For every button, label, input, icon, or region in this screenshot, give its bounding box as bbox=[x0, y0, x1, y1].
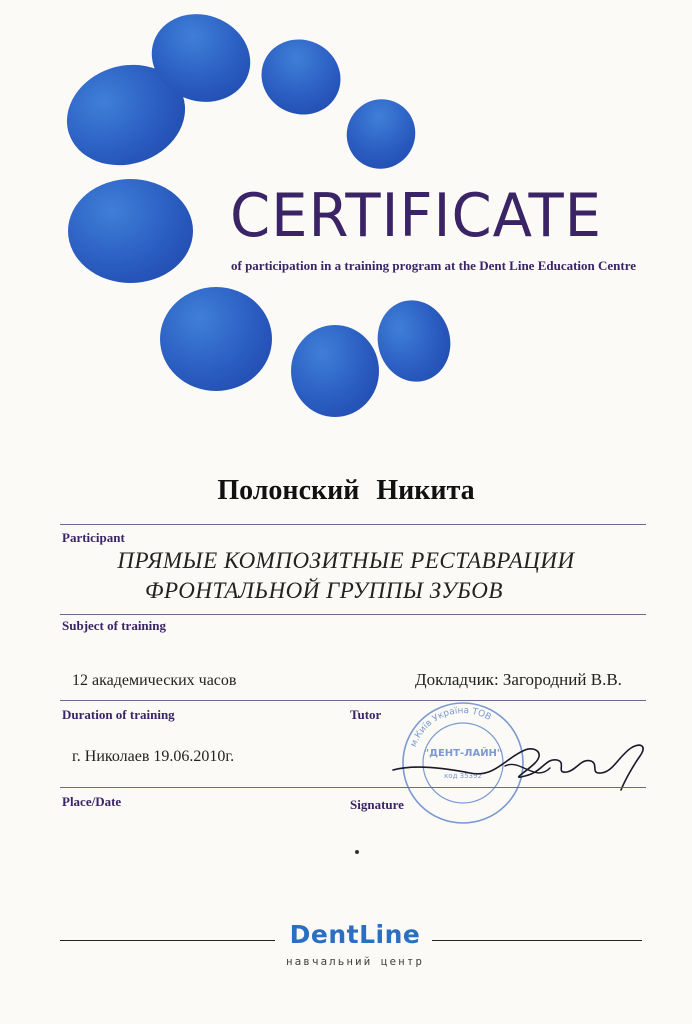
signature-label: Signature bbox=[350, 797, 404, 812]
decorative-dot bbox=[291, 325, 379, 417]
duration-value: 12 академических часов bbox=[72, 672, 237, 689]
divider bbox=[60, 787, 646, 788]
decorative-dot bbox=[68, 179, 193, 283]
decorative-dot bbox=[160, 287, 272, 391]
certificate-subtitle: of participation in a training program at the Dent Line Education Centre bbox=[231, 258, 637, 273]
place-date-value: г. Николаев 19.06.2010г. bbox=[72, 748, 235, 765]
stamp-outer-text: м.Київ Україна ТОВ bbox=[408, 705, 493, 749]
scan-speck bbox=[355, 850, 359, 854]
certificate-title: CERTIFICATE bbox=[230, 181, 603, 251]
divider bbox=[60, 524, 646, 525]
dentline-logo: DentLine bbox=[289, 920, 421, 949]
tutor-value: Докладчик: Загородний В.В. bbox=[415, 670, 622, 689]
stamp-center-text: "ДЕНТ-ЛАЙН" bbox=[423, 748, 503, 759]
divider bbox=[60, 614, 646, 615]
participant-name: Полонский Никита bbox=[217, 475, 475, 506]
stamp-code-text: код 35392 bbox=[444, 772, 482, 780]
decorative-dot bbox=[334, 87, 428, 182]
duration-label: Duration of training bbox=[62, 707, 175, 722]
decorative-dot bbox=[249, 27, 353, 128]
dentline-logo-subtitle: навчальний центр bbox=[286, 955, 424, 968]
participant-label: Participant bbox=[62, 530, 125, 545]
divider bbox=[60, 700, 646, 701]
handwritten-signature bbox=[385, 728, 655, 808]
tutor-label: Tutor bbox=[350, 707, 382, 722]
subject-line-2: ФРОНТАЛЬНОЙ ГРУППЫ ЗУБОВ bbox=[145, 578, 503, 603]
decorative-dot bbox=[369, 292, 460, 390]
subject-line-1: ПРЯМЫЕ КОМПОЗИТНЫЕ РЕСТАВРАЦИИ bbox=[117, 548, 575, 573]
footer-rule-right bbox=[432, 940, 642, 941]
subject-label: Subject of training bbox=[62, 618, 166, 633]
footer-rule-left bbox=[60, 940, 275, 941]
place-date-label: Place/Date bbox=[62, 794, 122, 809]
